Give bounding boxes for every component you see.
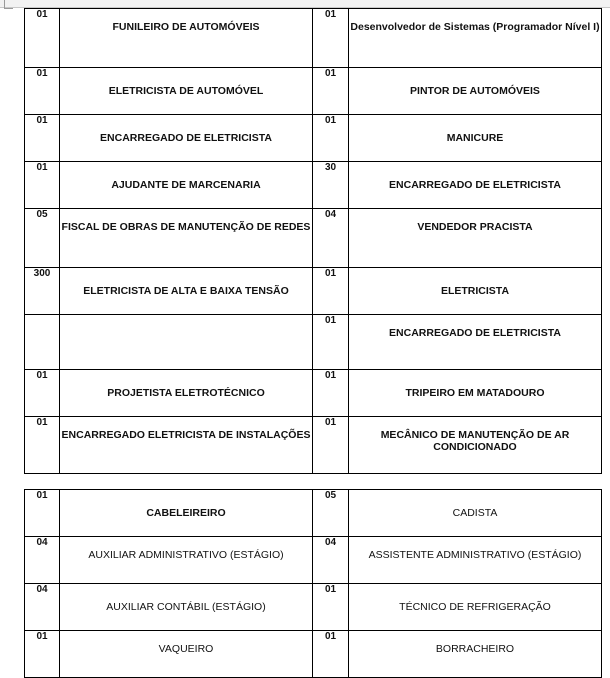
right-job-title: PINTOR DE AUTOMÓVEIS [349,68,602,115]
left-quantity: 01 [25,417,60,474]
left-job-title: CABELEIREIRO [60,490,313,537]
right-quantity: 01 [313,584,349,631]
right-quantity: 01 [313,268,349,315]
left-quantity: 05 [25,209,60,268]
right-job-title: ENCARREGADO DE ELETRICISTA [349,315,602,370]
left-job-title: PROJETISTA ELETROTÉCNICO [60,370,313,417]
left-job-title: ENCARREGADO DE ELETRICISTA [60,115,313,162]
right-job-title: MECÂNICO DE MANUTENÇÃO DE AR CONDICIONADO [349,417,602,474]
left-quantity: 01 [25,68,60,115]
left-job-title [60,315,313,370]
right-quantity: 01 [313,631,349,678]
left-quantity: 300 [25,268,60,315]
right-quantity: 01 [313,370,349,417]
table-row [25,115,602,162]
right-quantity: 30 [313,162,349,209]
left-job-title: AUXILIAR CONTÁBIL (ESTÁGIO) [60,584,313,631]
table-row [25,268,602,315]
right-job-title: ASSISTENTE ADMINISTRATIVO (ESTÁGIO) [349,537,602,584]
table-row [25,68,602,115]
table-row [25,417,602,474]
table-row [25,537,602,584]
table-row [25,9,602,68]
right-quantity: 04 [313,209,349,268]
left-quantity: 01 [25,370,60,417]
left-quantity: 01 [25,9,60,68]
right-job-title: VENDEDOR PRACISTA [349,209,602,268]
left-job-title: FISCAL DE OBRAS DE MANUTENÇÃO DE REDES [60,209,313,268]
table-row [25,162,602,209]
table-row [25,584,602,631]
left-job-title: AJUDANTE DE MARCENARIA [60,162,313,209]
left-quantity: 01 [25,162,60,209]
table-row [25,315,602,370]
right-job-title: MANICURE [349,115,602,162]
left-job-title: AUXILIAR ADMINISTRATIVO (ESTÁGIO) [60,537,313,584]
left-job-title: VAQUEIRO [60,631,313,678]
vacancies-table-2 [24,489,602,678]
left-quantity: 01 [25,115,60,162]
left-job-title: ENCARREGADO ELETRICISTA DE INSTALAÇÕES [60,417,313,474]
left-job-title: ELETRICISTA DE AUTOMÓVEL [60,68,313,115]
left-job-title: FUNILEIRO DE AUTOMÓVEIS [60,9,313,68]
vacancies-table-1 [24,8,602,474]
right-quantity: 01 [313,9,349,68]
table-row [25,370,602,417]
left-quantity: 04 [25,537,60,584]
page-corner-mark [4,0,13,9]
table-row [25,631,602,678]
right-job-title: ELETRICISTA [349,268,602,315]
right-quantity: 01 [313,417,349,474]
right-job-title: Desenvolvedor de Sistemas (Programador Nível I) [349,9,602,68]
document-top-ruler [0,0,610,8]
right-quantity: 01 [313,115,349,162]
table-row [25,209,602,268]
left-quantity: 04 [25,584,60,631]
left-quantity [25,315,60,370]
left-quantity: 01 [25,490,60,537]
table-row [25,490,602,537]
right-quantity: 01 [313,68,349,115]
right-quantity: 05 [313,490,349,537]
right-job-title: CADISTA [349,490,602,537]
right-job-title: ENCARREGADO DE ELETRICISTA [349,162,602,209]
right-job-title: TÉCNICO DE REFRIGERAÇÃO [349,584,602,631]
left-quantity: 01 [25,631,60,678]
right-quantity: 04 [313,537,349,584]
right-quantity: 01 [313,315,349,370]
right-job-title: TRIPEIRO EM MATADOURO [349,370,602,417]
left-job-title: ELETRICISTA DE ALTA E BAIXA TENSÃO [60,268,313,315]
right-job-title: BORRACHEIRO [349,631,602,678]
